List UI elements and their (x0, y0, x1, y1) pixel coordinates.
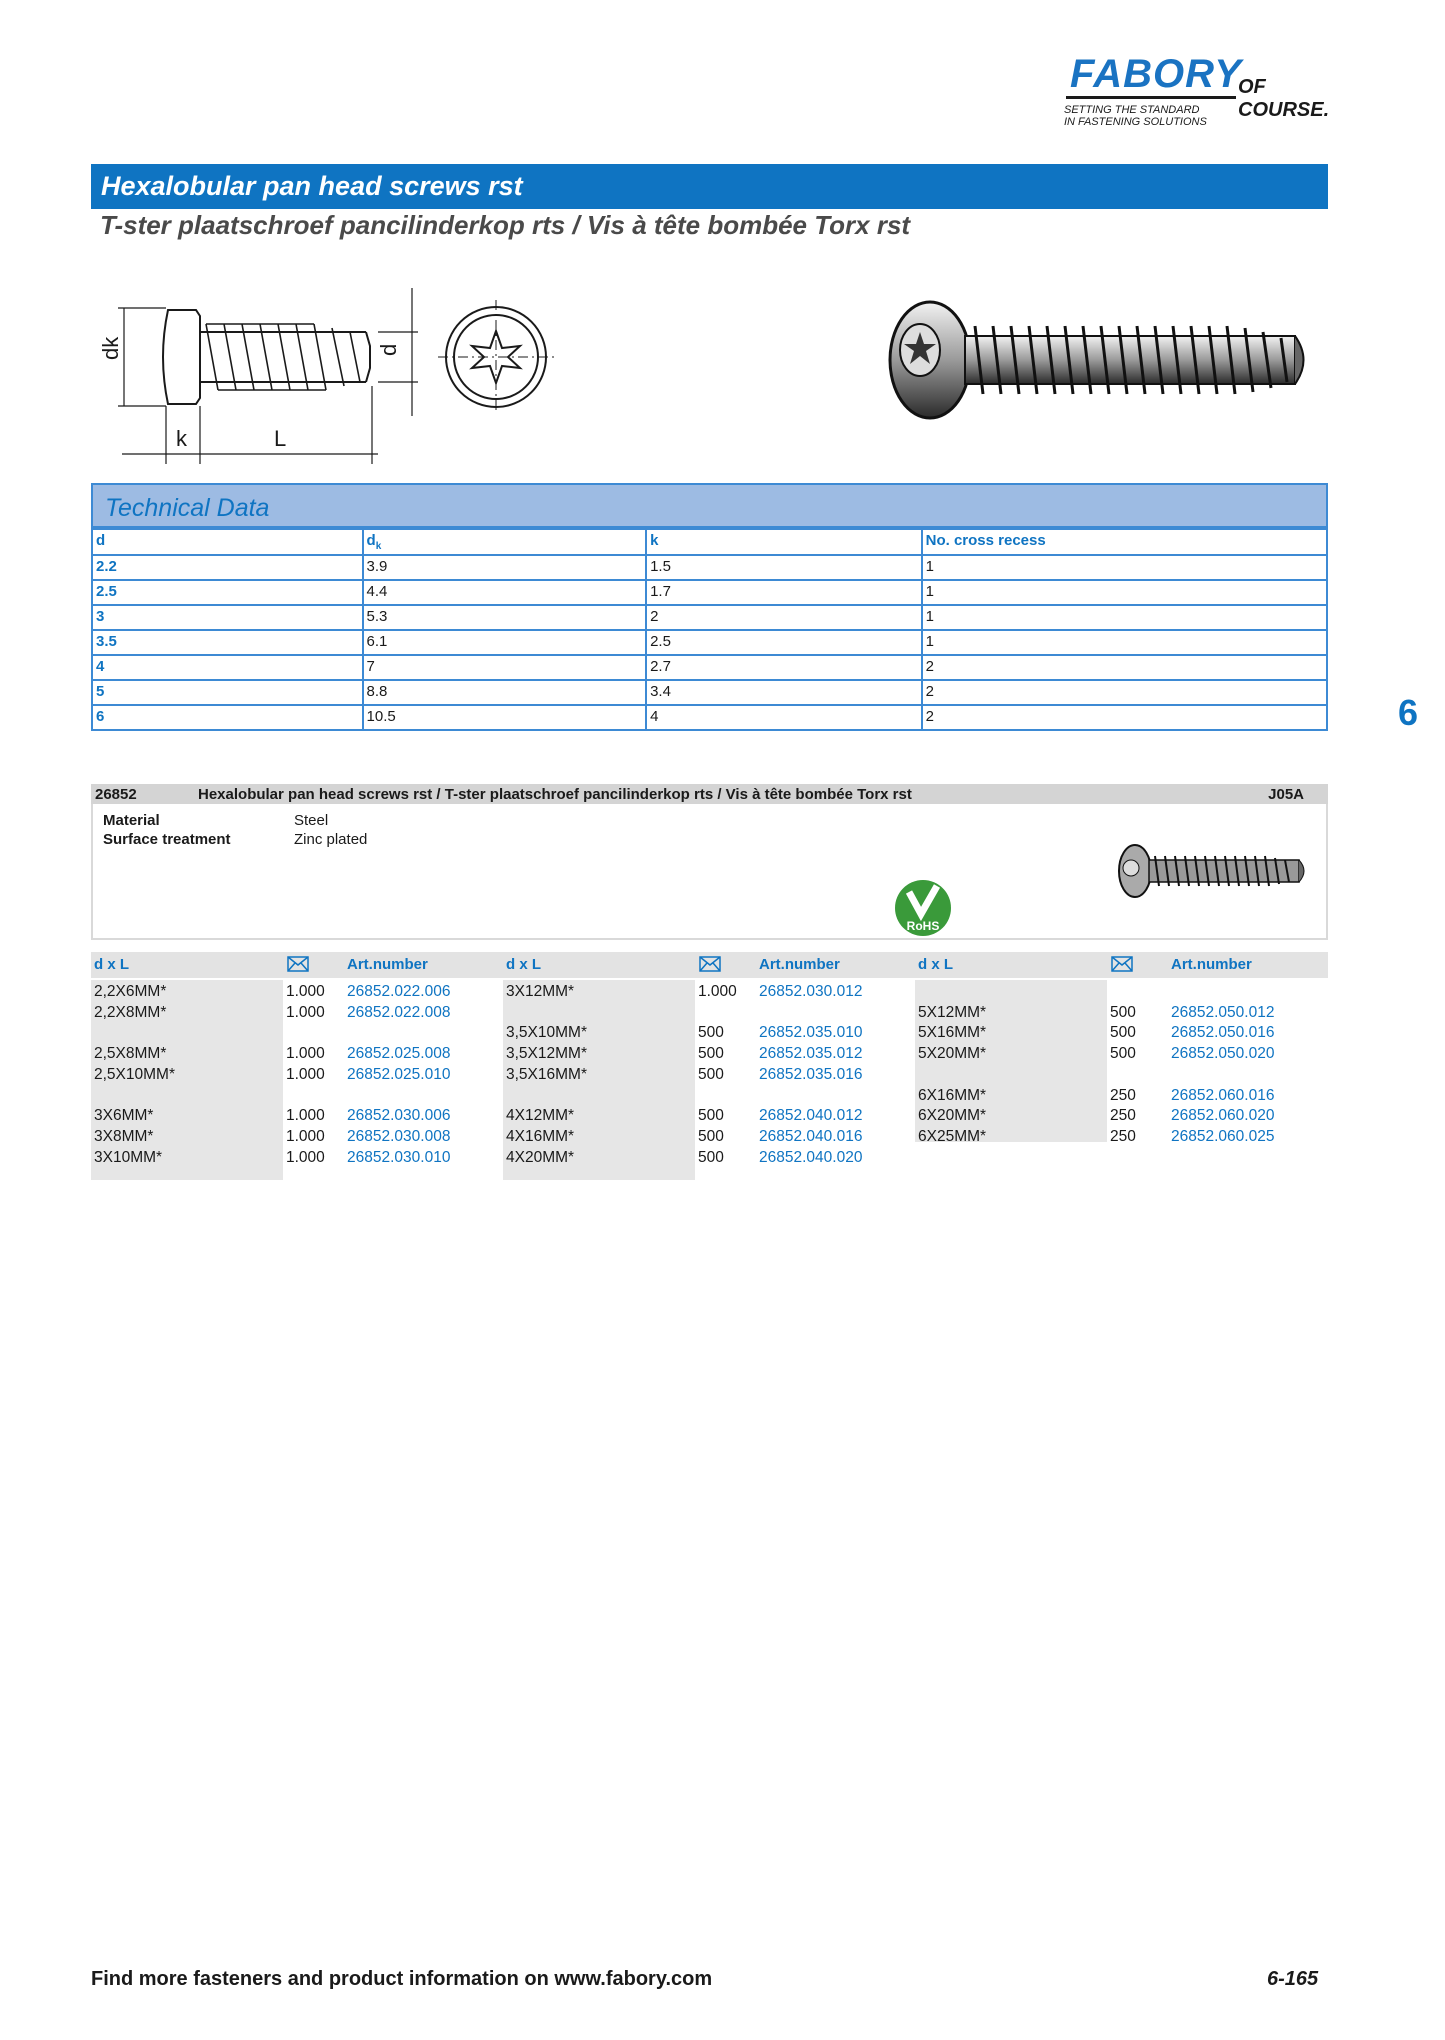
col-art: Art.number (759, 956, 840, 973)
article-number[interactable]: 26852.060.016 (1171, 1086, 1275, 1104)
col-art: Art.number (1171, 956, 1252, 973)
surface-value: Zinc plated (294, 831, 368, 848)
article-number[interactable]: 26852.040.016 (759, 1127, 863, 1145)
cell-recess: 1 (922, 605, 1327, 630)
envelope-icon (287, 956, 309, 976)
article-size: 3X6MM* (94, 1107, 154, 1125)
cell-dk: 6.1 (363, 630, 647, 655)
product-code: 26852 (95, 786, 137, 803)
screw-photo (880, 290, 1320, 430)
material-label: Material (103, 812, 160, 829)
cell-k: 3.4 (646, 680, 922, 705)
article-number[interactable]: 26852.035.010 (759, 1024, 863, 1042)
envelope-icon (699, 956, 721, 976)
article-size: 3,5X16MM* (506, 1065, 587, 1083)
page-number: 6-165 (1267, 1968, 1319, 1990)
cell-recess: 1 (922, 580, 1327, 605)
table-row (92, 605, 1327, 630)
col-dxl: d x L (506, 956, 542, 973)
logo-tagline: OF COURSE. (1238, 76, 1330, 121)
product-header (91, 784, 1328, 804)
article-size: 2,2X6MM* (94, 983, 167, 1000)
article-quantity: 500 (1110, 1003, 1136, 1021)
article-size: 5X20MM* (918, 1045, 987, 1063)
fabory-logo (1058, 52, 1348, 132)
cell-dk: 4.4 (363, 580, 647, 605)
cell-k: 4 (646, 705, 922, 730)
article-size: 3,5X12MM* (506, 1045, 587, 1063)
technical-data-table (91, 483, 1328, 731)
article-number[interactable]: 26852.050.020 (1171, 1045, 1275, 1063)
article-quantity: 1.000 (286, 1045, 325, 1063)
page-title: Hexalobular pan head screws rst (101, 171, 523, 201)
logo-subline-1: SETTING THE STANDARD (1064, 104, 1200, 116)
article-quantity: 1.000 (286, 1065, 325, 1083)
table-row (92, 630, 1327, 655)
cell-d: 2.5 (92, 580, 363, 605)
article-quantity: 250 (1110, 1086, 1136, 1104)
article-size: 3X8MM* (94, 1127, 154, 1145)
article-number[interactable]: 26852.022.006 (347, 983, 451, 1000)
cell-d: 5 (92, 680, 363, 705)
logo-brand: FABORY (1070, 52, 1242, 96)
article-quantity: 1.000 (286, 1003, 325, 1021)
article-size: 6X20MM* (918, 1107, 987, 1125)
article-number[interactable]: 26852.035.016 (759, 1065, 863, 1083)
cell-d: 3 (92, 605, 363, 630)
article-number[interactable]: 26852.030.010 (347, 1148, 451, 1166)
cell-k: 1.7 (646, 580, 922, 605)
article-quantity: 250 (1110, 1127, 1136, 1145)
label-L: L (274, 426, 287, 451)
article-size: 5X12MM* (918, 1003, 987, 1021)
article-quantity: 1.000 (286, 1107, 325, 1125)
label-k: k (176, 426, 187, 451)
header-dk-main: d (366, 532, 376, 549)
table-row (92, 580, 1327, 605)
cell-recess: 1 (922, 630, 1327, 655)
article-number[interactable]: 26852.040.012 (759, 1107, 863, 1125)
chapter-tab: 6 (1398, 692, 1419, 733)
table-row (92, 655, 1327, 680)
article-size: 2,5X8MM* (94, 1045, 167, 1063)
col-dxl: d x L (94, 956, 130, 973)
article-number[interactable]: 26852.060.025 (1171, 1127, 1275, 1145)
header-dk (363, 529, 647, 555)
article-size: 3,5X10MM* (506, 1024, 587, 1042)
cell-dk: 8.8 (363, 680, 647, 705)
article-quantity: 500 (698, 1148, 724, 1166)
article-quantity: 500 (698, 1024, 724, 1042)
title-bar (91, 164, 1328, 209)
cell-d: 6 (92, 705, 363, 730)
article-quantity: 1.000 (286, 1148, 325, 1166)
article-quantity: 500 (698, 1127, 724, 1145)
article-quantity: 1.000 (286, 983, 325, 1000)
product-ref: J05A (1268, 786, 1304, 803)
product-thumbnail (1113, 840, 1313, 902)
envelope-icon (1111, 956, 1133, 976)
article-number[interactable]: 26852.050.016 (1171, 1024, 1275, 1042)
article-size: 3X12MM* (506, 983, 575, 1000)
article-size: 2,2X8MM* (94, 1003, 167, 1021)
logo-underline (1066, 96, 1236, 99)
table-header-row (92, 529, 1327, 555)
cell-k: 1.5 (646, 555, 922, 580)
cell-d: 4 (92, 655, 363, 680)
table-row (92, 705, 1327, 730)
header-k: k (646, 529, 922, 555)
page-subtitle: T-ster plaatschroef pancilinderkop rts / Vis à tête bombée Torx rst (100, 210, 911, 240)
technical-drawing (88, 286, 588, 466)
article-quantity: 1.000 (698, 983, 737, 1000)
article-quantity: 500 (1110, 1024, 1136, 1042)
article-number[interactable]: 26852.025.008 (347, 1045, 451, 1063)
article-number[interactable]: 26852.025.010 (347, 1065, 451, 1083)
header-dk-subscript: k (375, 541, 382, 552)
table-row (92, 680, 1327, 705)
article-quantity: 500 (698, 1045, 724, 1063)
cell-recess: 2 (922, 655, 1327, 680)
technical-data-title: Technical Data (105, 494, 270, 522)
cell-dk: 3.9 (363, 555, 647, 580)
article-number[interactable]: 26852.022.008 (347, 1003, 451, 1021)
cell-dk: 7 (363, 655, 647, 680)
cell-recess: 2 (922, 705, 1327, 730)
article-size: 6X16MM* (918, 1086, 987, 1104)
cell-recess: 1 (922, 555, 1327, 580)
header-cross-recess: No. cross recess (922, 529, 1327, 555)
article-size: 3X10MM* (94, 1148, 163, 1166)
article-number[interactable]: 26852.060.020 (1171, 1107, 1275, 1125)
article-quantity: 250 (1110, 1107, 1136, 1125)
article-size: 4X20MM* (506, 1148, 575, 1166)
article-size: 5X16MM* (918, 1024, 987, 1042)
label-dk: dk (98, 336, 123, 360)
col-art: Art.number (347, 956, 428, 973)
cell-k: 2.5 (646, 630, 922, 655)
technical-data-heading (91, 483, 1328, 528)
cell-d: 3.5 (92, 630, 363, 655)
article-number[interactable]: 26852.050.012 (1171, 1003, 1275, 1021)
cell-k: 2 (646, 605, 922, 630)
article-number[interactable]: 26852.030.006 (347, 1107, 451, 1125)
col-dxl: d x L (918, 956, 954, 973)
article-number[interactable]: 26852.030.012 (759, 983, 863, 1000)
article-quantity: 1.000 (286, 1127, 325, 1145)
article-quantity: 500 (698, 1065, 724, 1083)
footer-text: Find more fasteners and product information on www.fabory.com (91, 1968, 713, 1990)
article-size: 4X16MM* (506, 1127, 575, 1145)
header-d: d (92, 529, 363, 555)
rohs-label: RoHS (906, 919, 940, 933)
article-size: 2,5X10MM* (94, 1065, 175, 1083)
cell-dk: 10.5 (363, 705, 647, 730)
article-number[interactable]: 26852.040.020 (759, 1148, 863, 1166)
logo-subline-2: IN FASTENING SOLUTIONS (1064, 116, 1207, 128)
material-value: Steel (294, 812, 329, 829)
cell-d: 2.2 (92, 555, 363, 580)
article-quantity: 500 (698, 1107, 724, 1125)
article-size: 6X25MM* (918, 1127, 987, 1145)
rohs-badge-icon (893, 878, 953, 938)
article-size: 4X12MM* (506, 1107, 575, 1125)
product-name: Hexalobular pan head screws rst / T-ster plaatschroef pancilinderkop rts / Vis à tête bombée Torx rst (198, 786, 912, 803)
article-number[interactable]: 26852.030.008 (347, 1127, 451, 1145)
cell-recess: 2 (922, 680, 1327, 705)
label-d: d (376, 343, 401, 356)
logo-subline (1064, 104, 1207, 128)
surface-label: Surface treatment (103, 831, 231, 848)
cell-k: 2.7 (646, 655, 922, 680)
article-number[interactable]: 26852.035.012 (759, 1045, 863, 1063)
article-quantity: 500 (1110, 1045, 1136, 1063)
table-row (92, 555, 1327, 580)
product-properties (91, 804, 1328, 940)
cell-dk: 5.3 (363, 605, 647, 630)
